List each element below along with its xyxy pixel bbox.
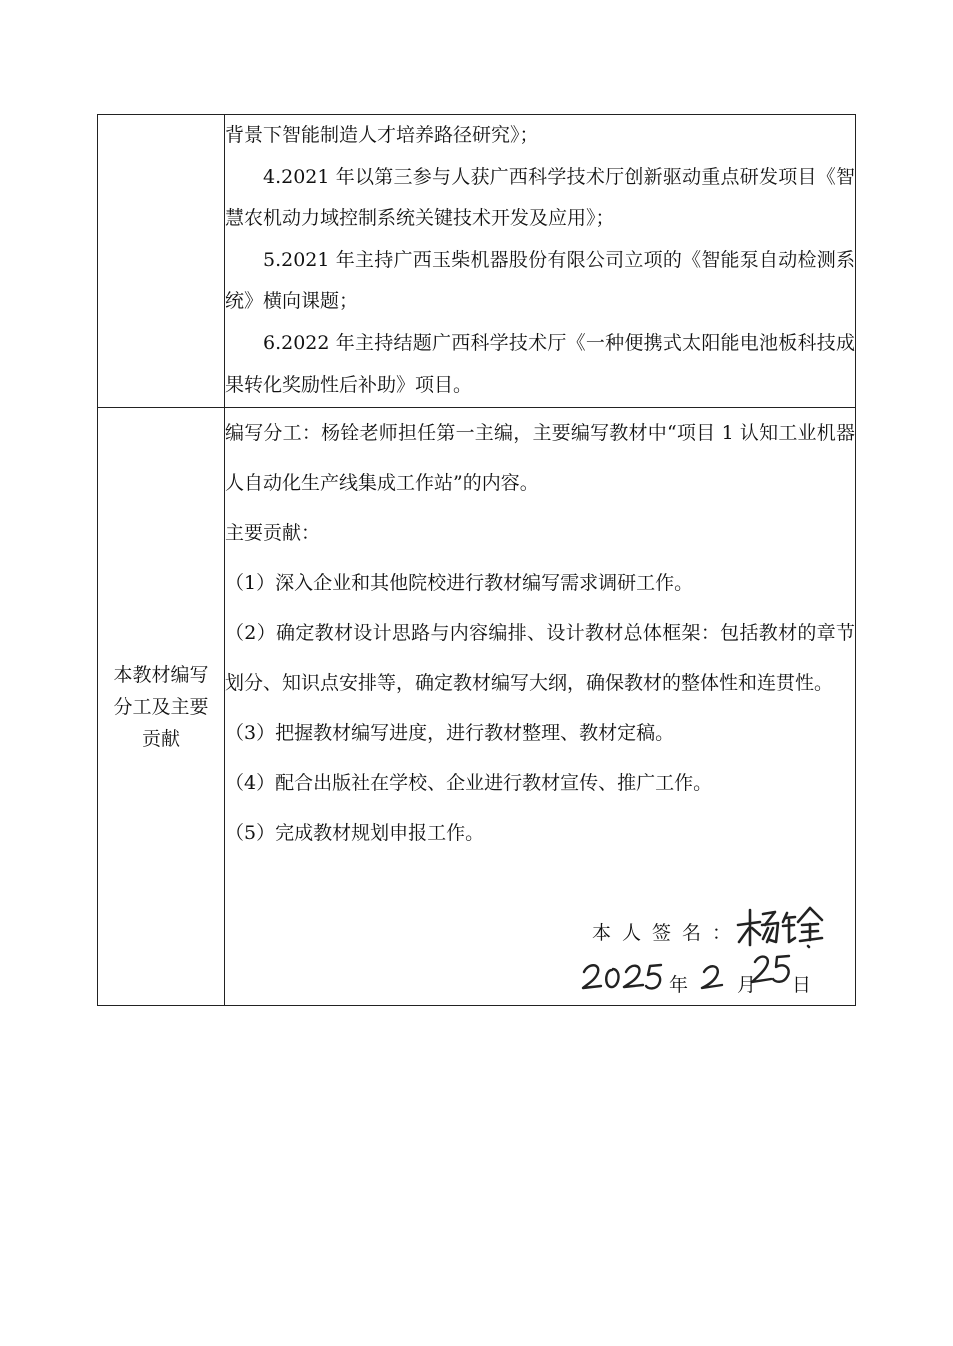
contribution-item-1: （1）深入企业和其他院校进行教材编写需求调研工作。 <box>225 572 694 594</box>
project-line-3: 5.2021 年主持广西玉柴机器股份有限公司立项的《智能泵自动检测系统》横向课题； <box>225 248 855 313</box>
contribution-item-3: （3）把握教材编写进度，进行教材整理、教材定稿。 <box>225 722 675 744</box>
project-line-4: 6.2022 年主持结题广西科学技术厅《一种便携式太阳能电池板科技成果转化奖励性后补助》项目。 <box>225 331 855 396</box>
project-line-2: 4.2021 年以第三参与人获广西科学技术厅创新驱动重点研发项目《智慧农机动力域控制系统关键技术开发及应用》； <box>225 165 855 230</box>
row1-content-cell <box>225 115 856 408</box>
contribution-title: 主要贡献： <box>225 522 321 544</box>
row2-label-line-1: 本教材编写 <box>113 663 209 686</box>
table-row-contribution <box>98 408 856 1006</box>
date-month-unit: 月 <box>737 974 757 996</box>
row1-label-cell <box>98 115 225 408</box>
date-day-unit: 日 <box>792 974 812 996</box>
contribution-item-2: （2）确定教材设计思路与内容编排、设计教材总体框架：包括教材的章节划分、知识点安排等，确定教材编写大纲，确保教材的整体性和连贯性。 <box>225 622 855 694</box>
project-line-1: 背景下智能制造人才培养路径研究》； <box>225 124 539 146</box>
contribution-item-4: （4）配合出版社在学校、企业进行教材宣传、推广工作。 <box>225 772 713 794</box>
row2-content-cell <box>225 408 856 1006</box>
row2-label-line-3: 贡献 <box>141 727 180 750</box>
row2-label-cell <box>98 408 225 1006</box>
contribution-item-5: （5）完成教材规划申报工作。 <box>225 822 485 844</box>
application-form-table <box>97 114 856 1006</box>
row2-label-line-2: 分工及主要 <box>113 695 209 718</box>
division-text: 编写分工：杨铨老师担任第一主编，主要编写教材中“项目 1 认知工业机器人自动化生产线集成工作站”的内容。 <box>225 422 855 494</box>
table-row-projects <box>98 115 856 408</box>
signature-label: 本人签名： <box>592 922 743 944</box>
date-year-unit: 年 <box>669 974 689 996</box>
